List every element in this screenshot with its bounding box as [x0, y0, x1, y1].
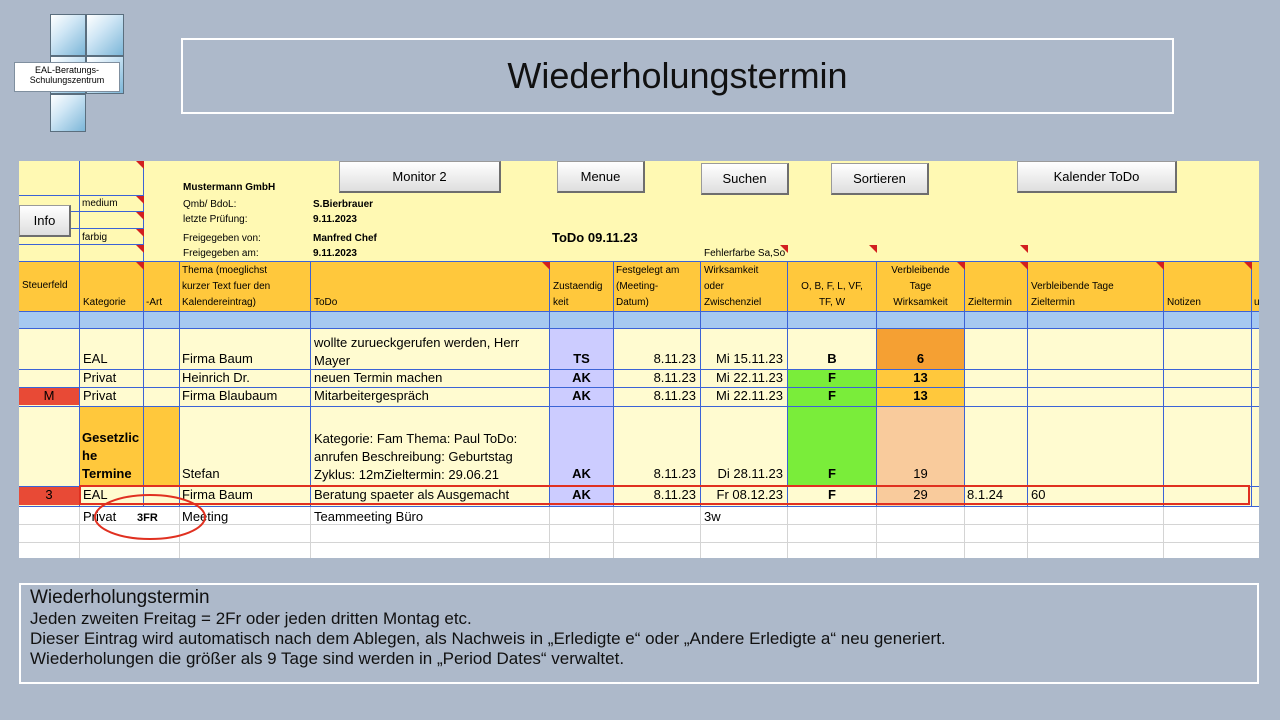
- cell-art[interactable]: 3FR: [137, 512, 158, 524]
- cell-thema[interactable]: Firma Baum: [182, 351, 253, 366]
- notes-line: Dieser Eintrag wird automatisch nach dem Ablegen, als Nachweis in „Erledigte e“ oder „Andere Erledigte a“ neu generiert.: [30, 629, 946, 648]
- info-button[interactable]: Info: [19, 205, 71, 237]
- highlight-ellipse: [91, 491, 209, 543]
- cell-verbleibend[interactable]: 13: [913, 370, 928, 385]
- todo-date: ToDo 09.11.23: [552, 230, 638, 245]
- cell-festgelegt[interactable]: 8.11.23: [653, 370, 696, 385]
- cell-festgelegt[interactable]: 8.11.23: [653, 466, 696, 481]
- cell-thema[interactable]: Stefan: [182, 466, 220, 481]
- notes-heading: Wiederholungstermin: [30, 587, 210, 608]
- cell-zustaendigkeit[interactable]: AK: [572, 370, 591, 385]
- suchen-button[interactable]: Suchen: [701, 163, 789, 195]
- fehlerfarbe-label: Fehlerfarbe Sa,So: [704, 248, 786, 259]
- cell-status[interactable]: F: [828, 487, 836, 502]
- slide-title: Wiederholungstermin: [181, 38, 1174, 114]
- header-festgelegt: Festgelegt am (Meeting- Datum): [616, 265, 680, 308]
- cell-kategorie[interactable]: EAL: [83, 487, 108, 502]
- cell-wirksamkeit[interactable]: Di 28.11.23: [717, 466, 783, 481]
- cell-verbleibend[interactable]: 6: [916, 351, 925, 366]
- cell-verbleibend[interactable]: 19: [913, 466, 928, 481]
- cell-zieltermin[interactable]: 8.1.24: [967, 487, 1004, 502]
- cell-wirksamkeit[interactable]: Mi 22.11.23: [716, 388, 783, 403]
- cell-verbleibend[interactable]: 29: [913, 487, 928, 502]
- header-thema: Thema (moeglichst kurzer Text fuer den Kalendereintrag): [182, 265, 271, 308]
- cell-thema[interactable]: Firma Blaubaum: [182, 388, 278, 403]
- cell-kategorie[interactable]: EAL: [83, 351, 108, 366]
- sortieren-button[interactable]: Sortieren: [831, 163, 929, 195]
- logo: [14, 14, 126, 132]
- spreadsheet: [19, 161, 1259, 558]
- cell-thema[interactable]: Heinrich Dr.: [182, 370, 250, 385]
- qmb-value: S.Bierbrauer: [313, 199, 374, 210]
- header-overflow: u: [1254, 297, 1260, 308]
- cell-verbleibend[interactable]: 13: [913, 388, 928, 403]
- cell-status[interactable]: B: [827, 351, 837, 366]
- cell-verbleibend-ziel[interactable]: 60: [1031, 487, 1046, 502]
- freigegeben-von-label: Freigegeben von:: [183, 233, 261, 244]
- header-kategorie: Kategorie: [83, 297, 126, 308]
- monitor-2-button[interactable]: Monitor 2: [339, 161, 501, 193]
- header-todo: ToDo: [314, 297, 338, 308]
- logo-text: EAL-Beratungs- Schulungszentrum: [14, 62, 120, 92]
- cell-wirksamkeit[interactable]: Fr 08.12.23: [716, 487, 783, 502]
- cell-kategorie[interactable]: Privat: [83, 370, 117, 385]
- cell-zustaendigkeit[interactable]: TS: [573, 351, 590, 366]
- pruefung-value: 9.11.2023: [313, 214, 357, 225]
- header-verbleibende-tage: Verbleibende Tage Wirksamkeit: [891, 265, 950, 308]
- cell-wirksamkeit[interactable]: 3w: [704, 509, 721, 524]
- filter-bar: [19, 311, 1259, 328]
- header-art: -Art: [146, 297, 163, 308]
- freigegeben-von-value: Manfred Chef: [313, 233, 377, 244]
- cell-thema[interactable]: Firma Baum: [182, 487, 253, 502]
- cell-todo[interactable]: Kategorie: Fam Thema: Paul ToDo: anrufen Beschreibung: Geburtstag Zyklus: 12mZieltermin: 29.06.21: [314, 431, 518, 482]
- company-name: Mustermann GmbH: [183, 182, 276, 193]
- header-zieltermin: Zieltermin: [968, 297, 1012, 308]
- freigegeben-am-label: Freigegeben am:: [183, 248, 259, 259]
- menue-button[interactable]: Menue: [557, 161, 645, 193]
- header-verbleibende-zieltermin: Verbleibende Tage Zieltermin: [1031, 281, 1114, 308]
- cell-status[interactable]: F: [828, 370, 836, 385]
- cell-steuerfeld[interactable]: M: [43, 388, 55, 403]
- cell-kategorie[interactable]: Privat: [83, 388, 117, 403]
- cell-status[interactable]: F: [828, 388, 836, 403]
- cell-todo[interactable]: neuen Termin machen: [314, 370, 443, 385]
- cell-kategorie[interactable]: Gesetzlic he Termine: [82, 430, 140, 481]
- header-notizen: Notizen: [1167, 297, 1201, 308]
- kalender-todo-button[interactable]: Kalender ToDo: [1017, 161, 1177, 193]
- cell-status[interactable]: F: [828, 466, 836, 481]
- cell-festgelegt[interactable]: 8.11.23: [653, 388, 696, 403]
- cell-zustaendigkeit[interactable]: AK: [572, 388, 591, 403]
- header-wirksamkeit: Wirksamkeit oder Zwischenziel: [704, 265, 762, 308]
- notes-box: [19, 583, 1259, 684]
- option-farbig[interactable]: farbig: [82, 232, 108, 243]
- cell-steuerfeld[interactable]: 3: [45, 487, 53, 502]
- cell-wirksamkeit[interactable]: Mi 15.11.23: [716, 351, 783, 366]
- cell-wirksamkeit[interactable]: Mi 22.11.23: [716, 370, 783, 385]
- cell-thema[interactable]: Meeting: [182, 509, 229, 524]
- cell-todo[interactable]: Teammeeting Büro: [314, 509, 424, 524]
- notes-line: Jeden zweiten Freitag = 2Fr oder jeden dritten Montag etc.: [30, 609, 472, 628]
- qmb-label: Qmb/ BdoL:: [183, 199, 237, 210]
- cell-todo[interactable]: wollte zurueckgerufen werden, Herr Mayer: [314, 335, 520, 368]
- pruefung-label: letzte Prüfung:: [183, 214, 248, 225]
- cell-todo[interactable]: Beratung spaeter als Ausgemacht: [314, 487, 510, 502]
- cell-festgelegt[interactable]: 8.11.23: [653, 487, 696, 502]
- notes-line: Wiederholungen die größer als 9 Tage sind werden in „Period Dates“ verwaltet.: [30, 649, 625, 668]
- cell-zustaendigkeit[interactable]: AK: [572, 466, 591, 481]
- freigegeben-am-value: 9.11.2023: [313, 248, 357, 259]
- cell-zustaendigkeit[interactable]: AK: [572, 487, 591, 502]
- cell-festgelegt[interactable]: 8.11.23: [653, 351, 696, 366]
- cell-todo[interactable]: Mitarbeitergespräch: [314, 388, 429, 403]
- header-steuerfeld: Steuerfeld: [22, 280, 68, 291]
- header-zustaendigkeit: Zustaendig keit: [553, 281, 603, 308]
- option-medium[interactable]: medium: [82, 198, 118, 209]
- header-status-codes: O, B, F, L, VF, TF, W: [801, 281, 863, 308]
- cell-kategorie[interactable]: Privat: [83, 509, 117, 524]
